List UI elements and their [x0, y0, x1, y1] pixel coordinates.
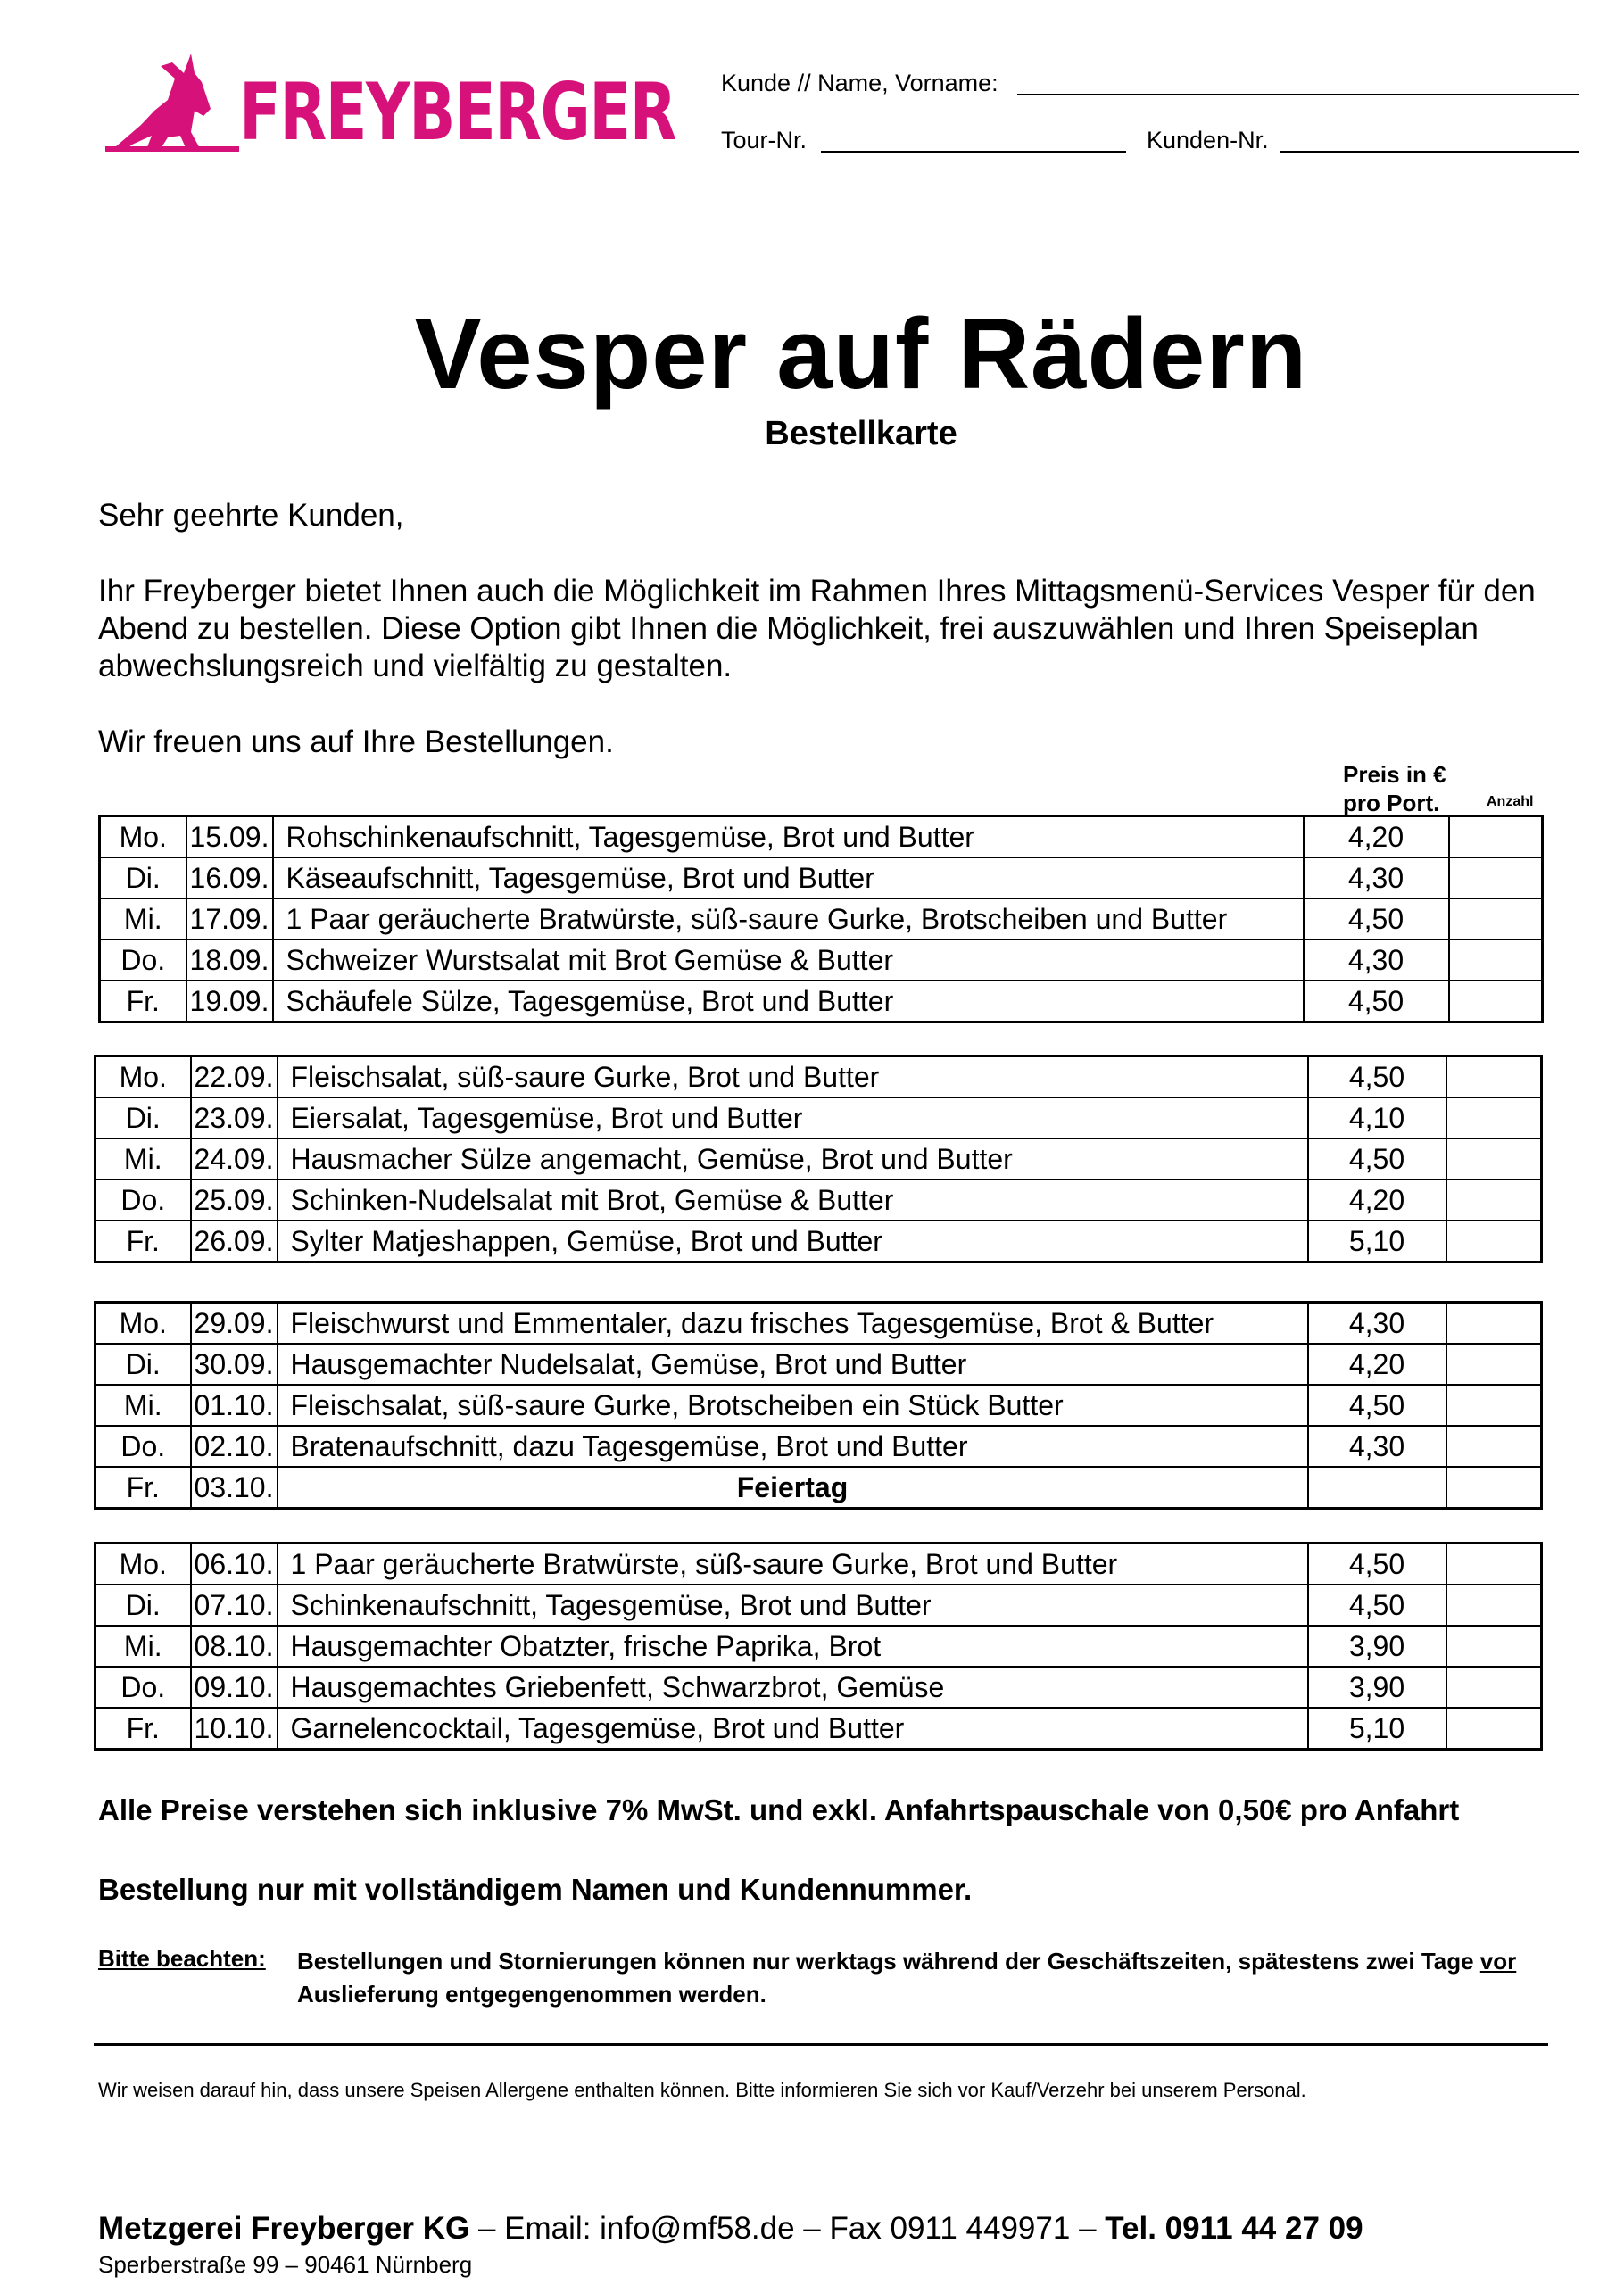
- menu-row: [95, 1585, 1542, 1626]
- weekday-cell: Mo.: [95, 1056, 191, 1098]
- dish-cell: Eiersalat, Tagesgemüse, Brot und Butter: [278, 1097, 1308, 1138]
- dish-cell: Bratenaufschnitt, dazu Tagesgemüse, Brot und Butter: [278, 1426, 1308, 1467]
- dish-cell: Sylter Matjeshappen, Gemüse, Brot und Butter: [278, 1221, 1308, 1263]
- footer-email[interactable]: Email: info@mf58.de: [504, 2211, 795, 2246]
- intro-text: Ihr Freyberger bietet Ihnen auch die Möglichkeit im Rahmen Ihres Mittagsmenü-Services Vesper für den Abend zu bestellen. Diese Option gibt Ihnen die Möglichkeit, frei auszuwählen und Ihren Speiseplan abwechslungsreich und vielfältig zu gestalten.: [98, 574, 1536, 683]
- bull-icon: [105, 46, 239, 171]
- customer-number-field[interactable]: [1280, 151, 1579, 153]
- page-subtitle: Bestellkarte: [765, 415, 957, 452]
- menu-row: [100, 940, 1543, 981]
- dish-cell: Schweizer Wurstsalat mit Brot Gemüse & Butter: [273, 940, 1304, 981]
- menu-row: [95, 1344, 1542, 1385]
- price-cell: 4,50: [1308, 1056, 1446, 1098]
- price-cell: 4,20: [1308, 1344, 1446, 1385]
- quantity-input[interactable]: [1446, 1585, 1542, 1626]
- menu-row: [95, 1303, 1542, 1345]
- page-title: Vesper auf Rädern: [414, 298, 1308, 410]
- price-cell: 4,50: [1304, 898, 1449, 940]
- price-header-line1: Preis in €: [1343, 761, 1446, 788]
- closing-text: Wir freuen uns auf Ihre Bestellungen.: [98, 724, 614, 759]
- customer-name-label: Kunde // Name, Vorname:: [721, 70, 998, 96]
- menu-row: [95, 1544, 1542, 1585]
- date-cell: 10.10.: [191, 1708, 278, 1750]
- price-cell: 4,50: [1308, 1138, 1446, 1180]
- price-cell: [1308, 1467, 1446, 1509]
- quantity-input[interactable]: [1449, 857, 1543, 898]
- quantity-input[interactable]: [1446, 1344, 1542, 1385]
- date-cell: 06.10.: [191, 1544, 278, 1585]
- weekday-cell: Mo.: [95, 1303, 191, 1345]
- price-column-header: [1343, 760, 1446, 817]
- dish-cell: Hausmacher Sülze angemacht, Gemüse, Brot und Butter: [278, 1138, 1308, 1180]
- menu-row: [100, 816, 1543, 858]
- date-cell: 22.09.: [191, 1056, 278, 1098]
- dish-cell: Rohschinkenaufschnitt, Tagesgemüse, Brot und Butter: [273, 816, 1304, 858]
- price-cell: 3,90: [1308, 1667, 1446, 1708]
- weekday-cell: Fr.: [100, 981, 186, 1022]
- menu-row: [95, 1667, 1542, 1708]
- date-cell: 17.09.: [186, 898, 273, 940]
- dish-cell: Schinken-Nudelsalat mit Brot, Gemüse & Butter: [278, 1180, 1308, 1221]
- quantity-input[interactable]: [1449, 940, 1543, 981]
- date-cell: 23.09.: [191, 1097, 278, 1138]
- weekday-cell: Do.: [95, 1426, 191, 1467]
- quantity-input[interactable]: [1446, 1708, 1542, 1750]
- price-cell: 4,20: [1308, 1180, 1446, 1221]
- quantity-input[interactable]: [1446, 1667, 1542, 1708]
- weekday-cell: Fr.: [95, 1221, 191, 1263]
- notice-text-emphasis: vor: [1479, 1948, 1517, 1975]
- date-cell: 08.10.: [191, 1626, 278, 1667]
- weekday-cell: Mo.: [95, 1544, 191, 1585]
- dish-cell: Fleischwurst und Emmentaler, dazu frisches Tagesgemüse, Brot & Butter: [278, 1303, 1308, 1345]
- notice-label: Bitte beachten:: [98, 1945, 266, 1972]
- quantity-input[interactable]: [1446, 1138, 1542, 1180]
- price-cell: 4,30: [1304, 940, 1449, 981]
- quantity-column-header: Anzahl: [1487, 794, 1534, 809]
- price-note: Alle Preise verstehen sich inklusive 7% MwSt. und exkl. Anfahrtspauschale von 0,50€ pro Anfahrt: [98, 1793, 1460, 1826]
- quantity-input[interactable]: [1446, 1385, 1542, 1426]
- weekday-cell: Mi.: [95, 1138, 191, 1180]
- weekday-cell: Fr.: [95, 1708, 191, 1750]
- footer-address: Sperberstraße 99 – 90461 Nürnberg: [98, 2251, 473, 2278]
- tour-number-label: Tour-Nr.: [721, 127, 808, 153]
- menu-week-table: [94, 1542, 1543, 1751]
- date-cell: 15.09.: [186, 816, 273, 858]
- brand-logo: [105, 46, 675, 171]
- menu-row: [100, 857, 1543, 898]
- price-cell: 4,30: [1304, 857, 1449, 898]
- menu-row: [95, 1221, 1542, 1263]
- quantity-input[interactable]: [1449, 898, 1543, 940]
- notice-text: [297, 1945, 1564, 2011]
- menu-row: [95, 1426, 1542, 1467]
- notice-text-part2: Auslieferung entgegengenommen werden.: [297, 1981, 766, 2008]
- weekday-cell: Fr.: [95, 1467, 191, 1509]
- dish-cell: Hausgemachter Obatzter, frische Paprika, Brot: [278, 1626, 1308, 1667]
- quantity-input[interactable]: [1446, 1467, 1542, 1509]
- menu-row: [100, 981, 1543, 1022]
- footer-company: Metzgerei Freyberger KG: [98, 2211, 470, 2246]
- date-cell: 24.09.: [191, 1138, 278, 1180]
- tour-number-field[interactable]: [821, 151, 1126, 153]
- quantity-input[interactable]: [1446, 1303, 1542, 1345]
- date-cell: 18.09.: [186, 940, 273, 981]
- dish-cell: Hausgemachter Nudelsalat, Gemüse, Brot und Butter: [278, 1344, 1308, 1385]
- weekday-cell: Mo.: [100, 816, 186, 858]
- dish-cell: Feiertag: [278, 1467, 1308, 1509]
- dish-cell: Schinkenaufschnitt, Tagesgemüse, Brot und Butter: [278, 1585, 1308, 1626]
- weekday-cell: Do.: [95, 1667, 191, 1708]
- price-cell: 4,30: [1308, 1426, 1446, 1467]
- price-cell: 4,50: [1308, 1544, 1446, 1585]
- date-cell: 01.10.: [191, 1385, 278, 1426]
- brand-name: FREYBERGER: [239, 66, 675, 158]
- price-cell: 4,30: [1308, 1303, 1446, 1345]
- footer-fax: Fax 0911 449971: [829, 2211, 1071, 2246]
- date-cell: 09.10.: [191, 1667, 278, 1708]
- weekday-cell: Do.: [95, 1180, 191, 1221]
- date-cell: 07.10.: [191, 1585, 278, 1626]
- quantity-input[interactable]: [1446, 1426, 1542, 1467]
- date-cell: 19.09.: [186, 981, 273, 1022]
- price-cell: 5,10: [1308, 1221, 1446, 1263]
- dish-cell: Käseaufschnitt, Tagesgemüse, Brot und Butter: [273, 857, 1304, 898]
- weekday-cell: Di.: [100, 857, 186, 898]
- menu-row: [95, 1626, 1542, 1667]
- date-cell: 02.10.: [191, 1426, 278, 1467]
- quantity-input[interactable]: [1446, 1626, 1542, 1667]
- price-cell: 5,10: [1308, 1708, 1446, 1750]
- menu-row: [95, 1385, 1542, 1426]
- customer-name-field[interactable]: [1017, 94, 1579, 95]
- quantity-input[interactable]: [1446, 1097, 1542, 1138]
- price-cell: 4,50: [1304, 981, 1449, 1022]
- dish-cell: Hausgemachtes Griebenfett, Schwarzbrot, Gemüse: [278, 1667, 1308, 1708]
- menu-week-table: [98, 815, 1544, 1023]
- order-note: Bestellung nur mit vollständigem Namen und Kundennummer.: [98, 1873, 973, 1906]
- price-cell: 4,50: [1308, 1385, 1446, 1426]
- date-cell: 03.10.: [191, 1467, 278, 1509]
- menu-row: [95, 1180, 1542, 1221]
- date-cell: 29.09.: [191, 1303, 278, 1345]
- menu-row: [100, 898, 1543, 940]
- weekday-cell: Mi.: [95, 1385, 191, 1426]
- quantity-input[interactable]: [1446, 1221, 1542, 1263]
- dish-cell: Schäufele Sülze, Tagesgemüse, Brot und Butter: [273, 981, 1304, 1022]
- menu-row: [95, 1056, 1542, 1098]
- menu-row: [95, 1708, 1542, 1750]
- dish-cell: Fleischsalat, süß-saure Gurke, Brotscheiben ein Stück Butter: [278, 1385, 1308, 1426]
- footer-separator: –: [469, 2211, 505, 2246]
- quantity-input[interactable]: [1449, 816, 1543, 858]
- date-cell: 30.09.: [191, 1344, 278, 1385]
- price-cell: 4,50: [1308, 1585, 1446, 1626]
- price-cell: 4,10: [1308, 1097, 1446, 1138]
- quantity-input[interactable]: [1449, 981, 1543, 1022]
- dish-cell: Garnelencocktail, Tagesgemüse, Brot und Butter: [278, 1708, 1308, 1750]
- menu-row: [95, 1097, 1542, 1138]
- menu-week-table: [94, 1301, 1543, 1510]
- footer-contact: [98, 2211, 1363, 2247]
- greeting: Sehr geehrte Kunden,: [98, 498, 404, 533]
- weekday-cell: Do.: [100, 940, 186, 981]
- dish-cell: Fleischsalat, süß-saure Gurke, Brot und Butter: [278, 1056, 1308, 1098]
- allergen-note: Wir weisen darauf hin, dass unsere Speisen Allergene enthalten können. Bitte informieren Sie sich vor Kauf/Verzehr bei unserem Personal.: [98, 2079, 1306, 2101]
- price-cell: 4,20: [1304, 816, 1449, 858]
- footer-separator: –: [794, 2211, 830, 2246]
- price-header-line2: pro Port.: [1343, 790, 1440, 816]
- customer-number-label: Kunden-Nr.: [1147, 127, 1269, 153]
- menu-row: [95, 1138, 1542, 1180]
- notice-text-part1: Bestellungen und Stornierungen können nur werktags während der Geschäftszeiten, spätestens zwei Tage: [297, 1948, 1480, 1975]
- weekday-cell: Di.: [95, 1344, 191, 1385]
- dish-cell: 1 Paar geräucherte Bratwürste, süß-saure Gurke, Brotscheiben und Butter: [273, 898, 1304, 940]
- dish-cell: 1 Paar geräucherte Bratwürste, süß-saure Gurke, Brot und Butter: [278, 1544, 1308, 1585]
- menu-week-table: [94, 1055, 1543, 1263]
- quantity-input[interactable]: [1446, 1056, 1542, 1098]
- footer-phone: Tel. 0911 44 27 09: [1105, 2211, 1363, 2246]
- date-cell: 26.09.: [191, 1221, 278, 1263]
- weekday-cell: Di.: [95, 1585, 191, 1626]
- weekday-cell: Di.: [95, 1097, 191, 1138]
- quantity-input[interactable]: [1446, 1180, 1542, 1221]
- footer-separator: –: [1070, 2211, 1106, 2246]
- date-cell: 25.09.: [191, 1180, 278, 1221]
- date-cell: 16.09.: [186, 857, 273, 898]
- divider: [94, 2043, 1548, 2046]
- weekday-cell: Mi.: [95, 1626, 191, 1667]
- menu-row: [95, 1467, 1542, 1509]
- weekday-cell: Mi.: [100, 898, 186, 940]
- price-cell: 3,90: [1308, 1626, 1446, 1667]
- quantity-input[interactable]: [1446, 1544, 1542, 1585]
